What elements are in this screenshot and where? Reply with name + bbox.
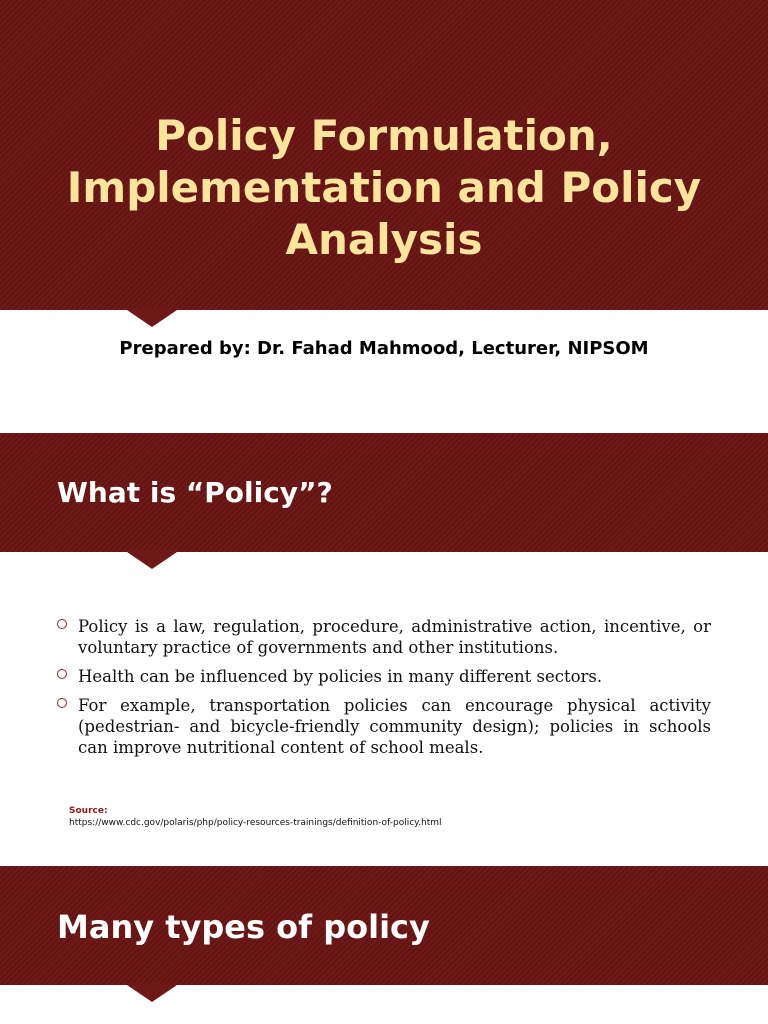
prepared-by-text: Prepared by: Dr. Fahad Mahmood, Lecturer, NIPSOM xyxy=(119,338,649,359)
slide-3-title: Many types of policy xyxy=(57,908,430,946)
slide-2-bullet-list xyxy=(57,616,711,766)
ring-bullet-icon xyxy=(57,669,67,679)
slide-1-band-notch xyxy=(124,308,180,327)
ring-bullet-icon xyxy=(57,619,67,629)
slide-1-title xyxy=(20,110,748,266)
bullet-text: Health can be influenced by policies in many different sectors. xyxy=(78,667,603,686)
bullet-item xyxy=(57,616,711,658)
slide-2-band-notch xyxy=(124,550,180,569)
ring-bullet-icon xyxy=(57,698,67,708)
slide-3-band-notch xyxy=(124,983,180,1002)
slide-1-title-line-2: Implementation and Policy xyxy=(66,163,702,212)
bullet-text: Policy is a law, regulation, procedure, administrative action, incentive, or voluntary practice of governments and other institutions. xyxy=(78,617,711,657)
source-label: Source: xyxy=(69,806,108,816)
source-url-link[interactable]: https://www.cdc.gov/polaris/php/policy-resources-trainings/definition-of-policy.html xyxy=(69,818,442,828)
slide-2-title: What is “Policy”? xyxy=(57,476,333,509)
slide-1-title-line-1: Policy Formulation, xyxy=(155,111,613,160)
bullet-item xyxy=(57,695,711,758)
bullet-text: For example, transportation policies can encourage physical activity (pedestrian- and bicycle-friendly community design); policies in schools can improve nutritional content of school meals. xyxy=(78,696,711,757)
slide-1-title-line-3: Analysis xyxy=(285,215,483,264)
bullet-item xyxy=(57,666,711,687)
